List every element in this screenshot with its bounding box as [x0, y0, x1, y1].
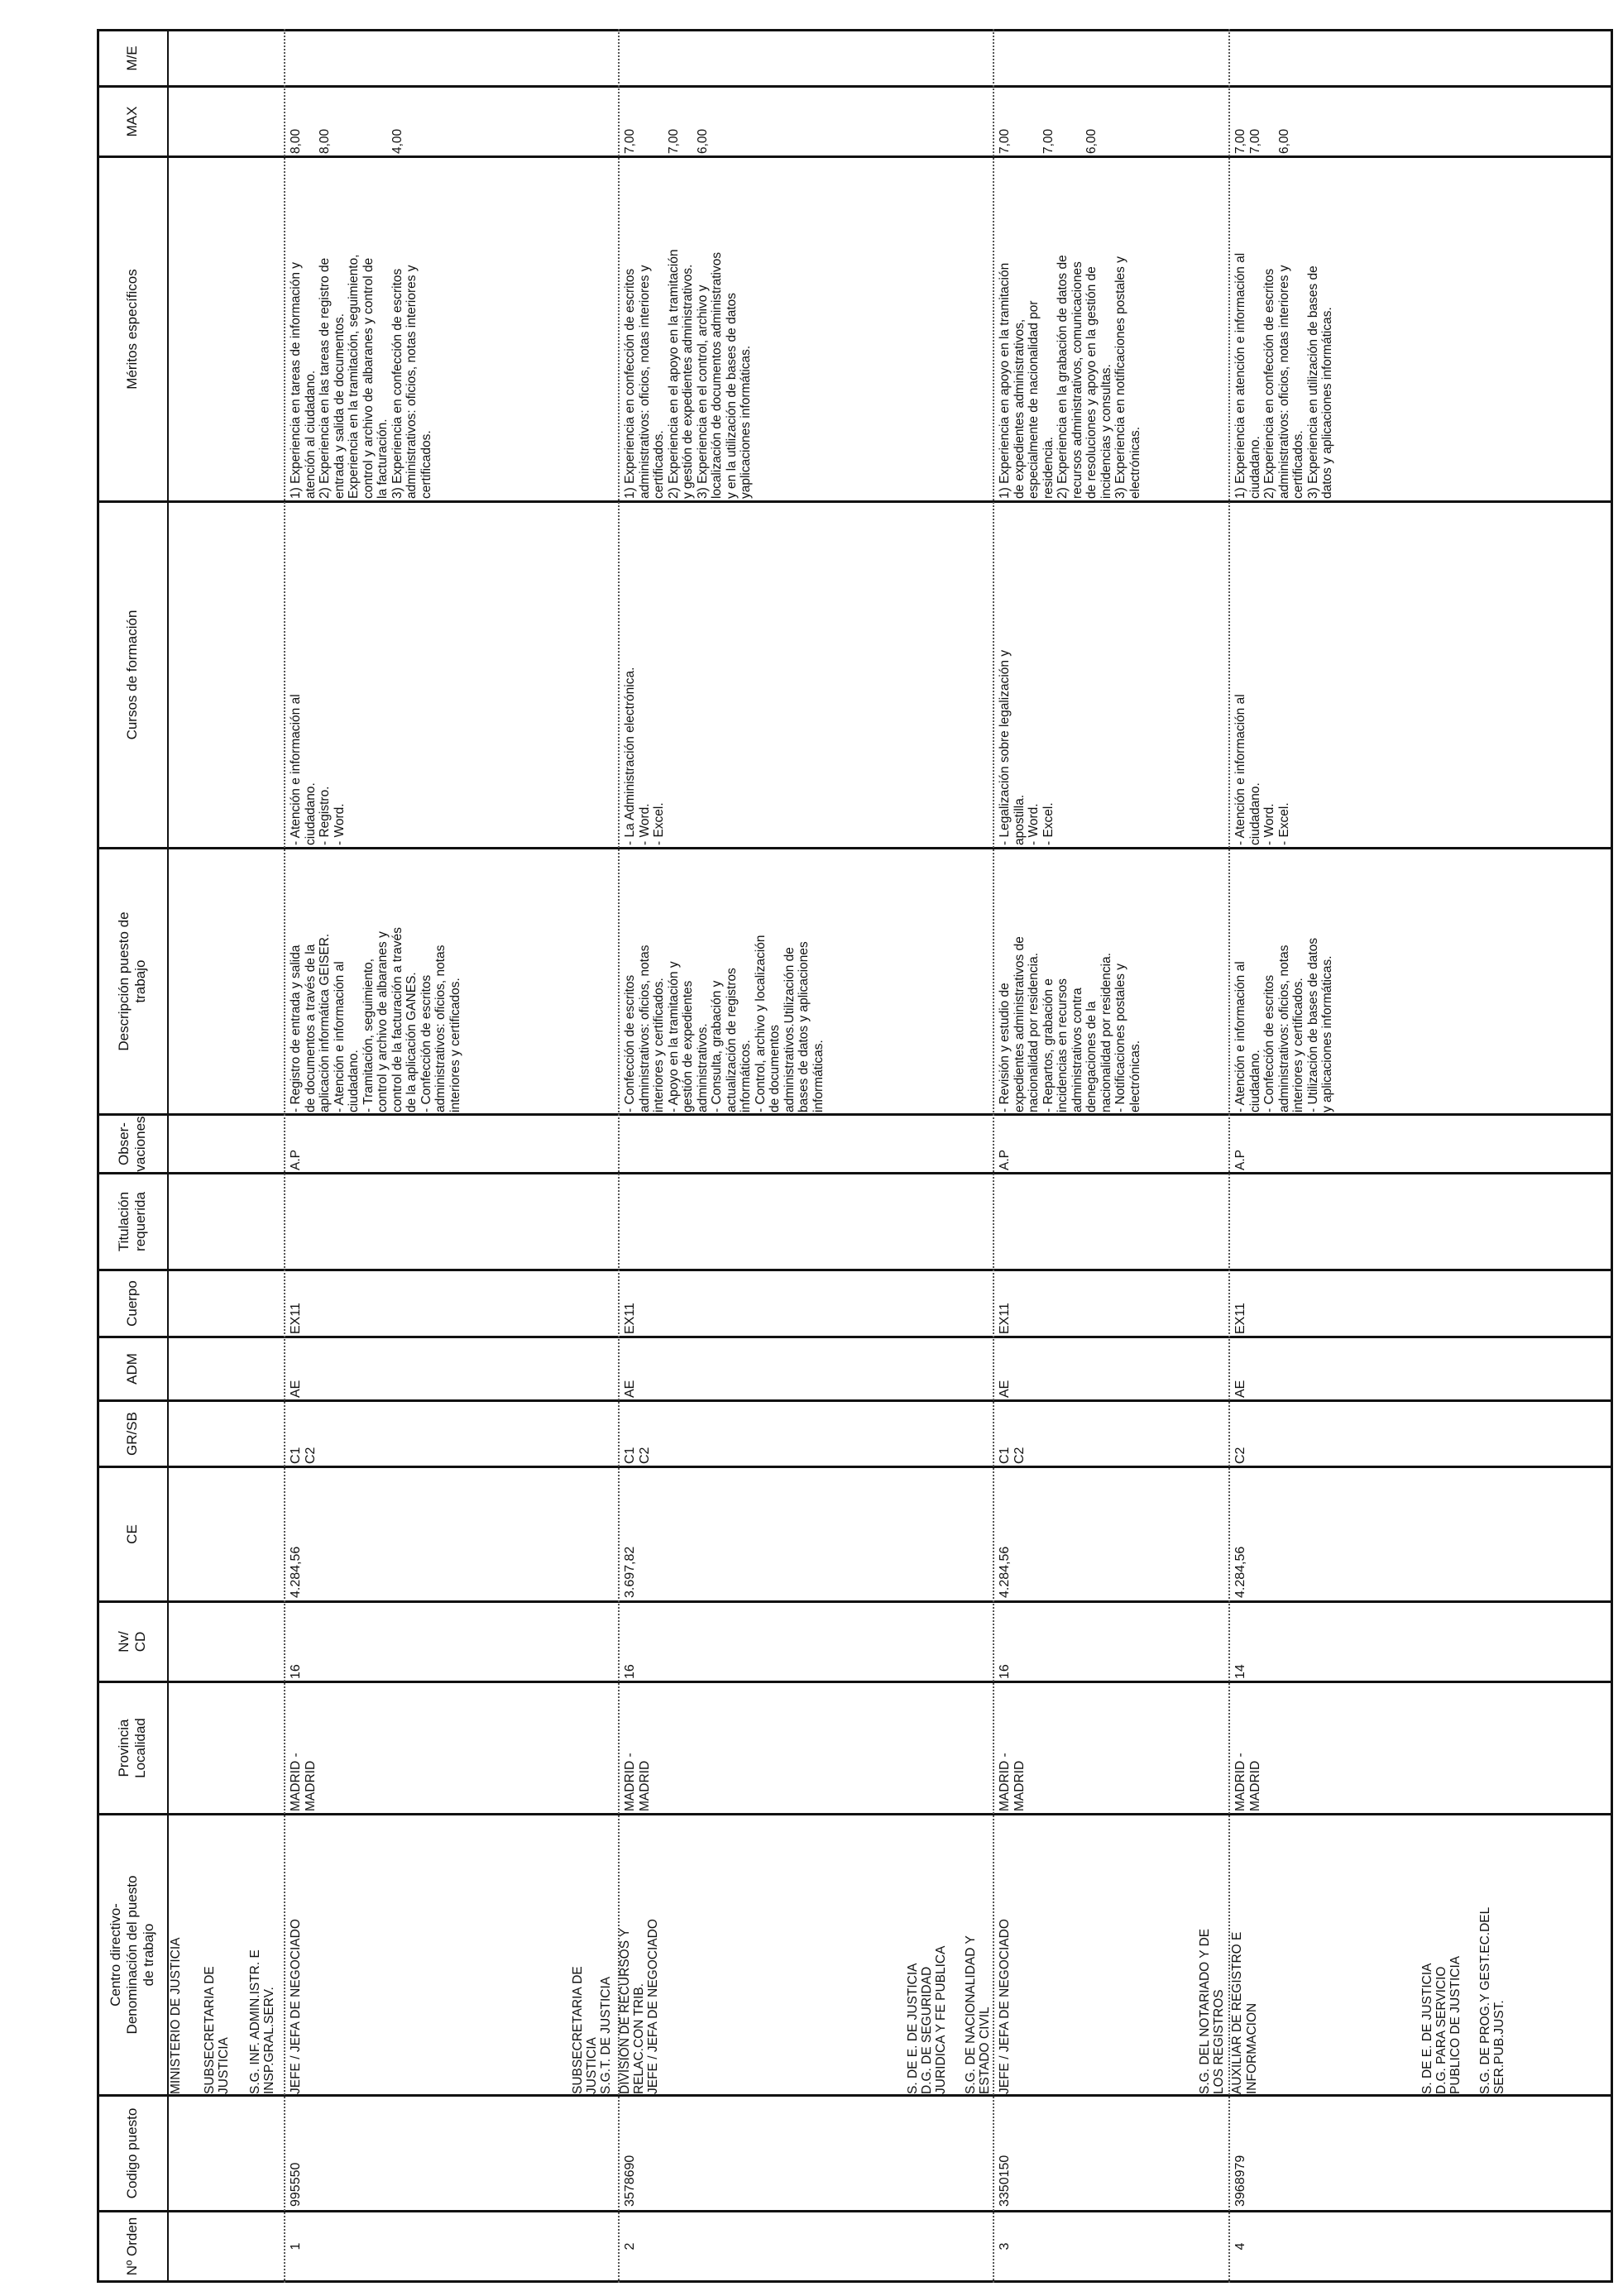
row3-adm: AE	[998, 1380, 1012, 1398]
row3-orden: 3	[998, 2242, 1012, 2251]
row1-meritos: 1) Experiencia en tareas de información y atención al ciudadano. 2) Experiencia en las tareas de registro de entrada y salida de documentos. Experiencia en la tramitación, seguimiento, control y archivo de albaranes y control de la facturación. 3) Experiencia en confección de escritos administrativos: oficios, notas interiores y certificados.	[289, 254, 433, 499]
row4-denominacion: AUXILIAR DE REGISTRO E INFORMACION	[1230, 1931, 1259, 2094]
org-line: S. DE E. DE JUSTICIA D.G. DE SEGURIDAD JURIDICA Y FE PUBLICA	[906, 1945, 948, 2094]
header-cursos: Cursos de formación	[123, 610, 140, 740]
header-adm: ADM	[123, 1353, 140, 1385]
column-divider	[97, 847, 1613, 849]
column-divider	[97, 500, 1613, 503]
row-separator	[993, 29, 994, 2283]
row4-max: 7,00 7,00 6,00	[1233, 128, 1291, 154]
row2-cursos: - La Administración electrónica. - Word. - Excel.	[623, 667, 666, 845]
header-ce: CE	[123, 1524, 140, 1544]
row3-cursos: - Legalización sobre legalización y apostilla. - Word. - Excel.	[998, 649, 1056, 845]
row4-cursos: - Atención e información al ciudadano. - Word. - Excel.	[1233, 694, 1291, 845]
row1-orden: 1	[289, 2242, 303, 2251]
header-codigo: Codigo puesto	[123, 2107, 140, 2199]
org-line: SUBSECRETARIA DE JUSTICIA	[203, 1966, 231, 2094]
row3-meritos: 1) Experiencia en apoyo en la tramitación de expedientes administrativos, especialmente de nacionalidad por residencia. 2) Experiencia en la grabación de datos de recursos administrativos, comunicaciones de resoluciones y apoyo en la gestión de incidencias y consultas. 3) Experiencia en notificaciones postales y electrónicas.	[998, 255, 1142, 499]
row3-nivel: 16	[998, 1664, 1012, 1679]
positions-table	[97, 29, 1613, 2283]
column-divider	[97, 1399, 1613, 1402]
org-line: S.G. DE NACIONALIDAD Y ESTADO CIVIL	[964, 1935, 992, 2094]
row3-grupo: C1 C2	[998, 1447, 1027, 1464]
row3-provincia: MADRID - MADRID	[998, 1753, 1027, 1811]
header-meritos: Méritos específicos	[123, 269, 140, 390]
row2-orden: 2	[623, 2242, 637, 2251]
header-cuerpo: Cuerpo	[123, 1280, 140, 1327]
row-separator	[284, 29, 285, 2283]
column-divider	[97, 2280, 1613, 2283]
row1-observaciones: A.P	[289, 1150, 303, 1170]
row3-cuerpo: EX11	[998, 1303, 1012, 1334]
header-observaciones: Obser- vaciones	[115, 1116, 148, 1172]
column-divider	[97, 1113, 1613, 1116]
row1-max: 8,00 8,00 4,00	[289, 128, 405, 154]
row2-ce: 3.697,82	[623, 1546, 637, 1598]
row1-cuerpo: EX11	[289, 1303, 303, 1334]
column-divider	[97, 2210, 1613, 2212]
row4-provincia: MADRID - MADRID	[1233, 1753, 1262, 1811]
column-divider	[97, 1681, 1613, 1683]
row4-observaciones: A.P	[1233, 1150, 1247, 1170]
header-nivel: Nv/ CD	[115, 1631, 148, 1653]
column-divider	[97, 155, 1613, 158]
row4-grupo: C2	[1233, 1447, 1247, 1464]
row1-denominacion: JEFE / JEFA DE NEGOCIADO	[289, 1919, 303, 2094]
row2-descripcion: - Confección de escritos administrativos: oficios, notas interiores y certificados. - Apoyo en la tramitación y gestión de expedientes administrativos. - Consulta, grabación y actualización de registros informáticos. - Control, archivo y localización de documentos administrativos.Utilización de bases de datos y aplicaciones informáticas.	[623, 935, 826, 1112]
row2-denominacion: JEFE / JEFA DE NEGOCIADO	[646, 1919, 660, 2094]
row3-denominacion: JEFE / JEFA DE NEGOCIADO	[998, 1919, 1012, 2094]
row1-codigo: 995550	[289, 2162, 303, 2207]
header-centro: Centro directivo- Denominación del puesto de trabajo	[107, 1875, 156, 2035]
row2-meritos: 1) Experiencia en confección de escritos administrativos: oficios, notas interiores y certificados. 2) Experiencia en el apoyo en la tramitación y gestión de expedientes administrativos. 3) Experiencia en el control, archivo y localización de documentos administrativos y en la utilización de bases de datos yaplicaciones informáticas.	[623, 249, 753, 499]
column-divider	[97, 1600, 1613, 1603]
row2-cuerpo: EX11	[623, 1303, 637, 1334]
ministry-title: MINISTERIO DE JUSTICIA	[169, 1937, 183, 2094]
header-descripcion: Descripción puesto de trabajo	[115, 911, 148, 1051]
header-provincia: Provincia Localidad	[115, 1718, 148, 1778]
row1-descripcion: - Registro de entrada y salida de documentos a través de la aplicación informática GEISER. - Atención e información al ciudadano. - Tramitación, seguimiento, control y archivo de albaranes y control de la facturación a través de la aplicación GANES. - Confección de escritos administrativos: oficios, notas interiores y certificados.	[289, 926, 462, 1112]
row3-ce: 4.284,56	[998, 1546, 1012, 1598]
column-divider	[97, 1813, 1613, 1815]
header-orden: Nº Orden	[123, 2217, 140, 2276]
table-bottom-border	[1611, 29, 1613, 2283]
row2-max: 7,00 7,00 6,00	[623, 128, 710, 154]
row2-nivel: 16	[623, 1664, 637, 1679]
row3-codigo: 3350150	[998, 2155, 1012, 2207]
header-grupo: GR/SB	[123, 1412, 140, 1456]
row1-cursos: - Atención e información al ciudadano. - Registro. - Word.	[289, 694, 347, 845]
row4-cuerpo: EX11	[1233, 1303, 1247, 1334]
column-divider	[97, 1172, 1613, 1174]
column-divider	[97, 1269, 1613, 1271]
row4-codigo: 3968979	[1233, 2155, 1247, 2207]
row4-orden: 4	[1233, 2242, 1247, 2251]
row3-max: 7,00 7,00 6,00	[998, 128, 1099, 154]
row3-descripcion: - Revisión y estudio de expedientes administrativos de nacionalidad por residencia. - Repartos, grabación e incidencias en recursos administrativos contra denegaciones de la nacionalidad por residencia. - Notificaciones postales y electrónicas.	[998, 936, 1142, 1112]
row4-ce: 4.284,56	[1233, 1546, 1247, 1598]
column-divider	[97, 85, 1613, 88]
org-line: S. DE E. DE JUSTICIA D.G. PARA SERVICIO PUBLICO DE JUSTICIA	[1420, 1955, 1463, 2094]
org-line: SUBSECRETARIA DE JUSTICIA S.G.T. DE JUSTICIA	[571, 1966, 613, 2094]
row1-grupo: C1 C2	[289, 1447, 318, 1464]
row2-provincia: MADRID - MADRID	[623, 1753, 652, 1811]
row4-nivel: 14	[1233, 1664, 1247, 1679]
org-line: S.G. DEL NOTARIADO Y DE LOS REGISTROS	[1198, 1928, 1226, 2094]
row2-codigo: 3578690	[623, 2155, 637, 2207]
row1-adm: AE	[289, 1380, 303, 1398]
column-divider	[97, 2094, 1613, 2097]
header-titulacion: Titulación requerida	[115, 1191, 148, 1252]
column-divider	[97, 1336, 1613, 1338]
row4-descripcion: - Atención e información al ciudadano. - Confección de escritos administrativos: oficios, notas interiores y certificados. - Utilización de bases de datos y aplicaciones informáticas.	[1233, 937, 1334, 1112]
org-line: DIVISION DE RECURSOS Y RELAC.CON TRIB.	[618, 1928, 646, 2094]
header-me: M/E	[123, 45, 140, 71]
row4-meritos: 1) Experiencia en atención e información al ciudadano. 2) Experiencia en confección de escritos administrativos: oficios, notas interiores y certificados. 3) Experiencia en utilización de bases de datos y aplicaciones informáticas.	[1233, 252, 1334, 499]
row1-provincia: MADRID - MADRID	[289, 1753, 318, 1811]
column-divider	[97, 1466, 1613, 1468]
row2-adm: AE	[623, 1380, 637, 1398]
row4-adm: AE	[1233, 1380, 1247, 1398]
row2-grupo: C1 C2	[623, 1447, 652, 1464]
org-line: S.G. INF. ADMIN.ISTR. E INSP.GRAL.SERV.	[248, 1949, 276, 2094]
header-max: MAX	[123, 106, 140, 137]
row1-ce: 4.284,56	[289, 1546, 303, 1598]
row1-nivel: 16	[289, 1664, 303, 1679]
row3-observaciones: A.P	[998, 1150, 1012, 1170]
org-line: S.G. DE PROG.Y GEST.EC.DEL SER.PUB.JUST.	[1478, 1906, 1506, 2094]
column-divider	[97, 29, 1613, 31]
